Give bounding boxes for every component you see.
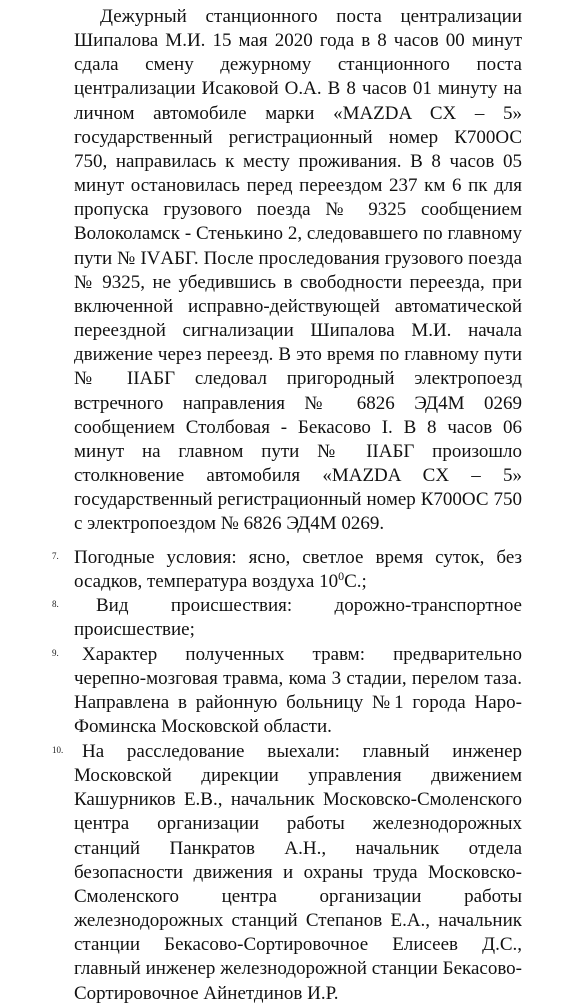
weather-unit-text: С.; — [344, 571, 367, 593]
list-item-weather — [52, 546, 522, 594]
list-item-number: 9. — [52, 648, 59, 658]
list-item-incident-type — [52, 594, 522, 642]
incident-description-paragraph: Дежурный станционного поста централизации Шипалова М.И. 15 мая 2020 года в 8 часов 00 минут сдала смену дежурному станционного поста централизации Исаковой О.А. В 8 часов 01 минуту на личном автомобиле марки «MAZDA CX – 5» государственный регистрационный номер К700ОС 750, направилась к месту проживания. В 8 часов 05 минут остановилась перед переездом 237 км 6 пк для пропуска грузового поезда № 9325 сообщением Волоколамск - Стенькино 2, следовавшего по главному пути № IVАБГ. После проследования грузового поезда № 9325, не убедившись в свободности переезда, при включенной исправно-действующей автоматической переездной сигнализации Шипалова М.И. начала движение через переезд. В это время по главному пути № IIАБГ следовал пригородный электропоезд встречного направления № 6826 ЭД4М 0269 сообщением Столбовая - Бекасово I. В 8 часов 06 минут на главном пути № IIАБГ произошло столкновение автомобиля «MAZDA CX – 5» государственный регистрационный номер К700ОС 750 с электропоездом № 6826 ЭД4М 0269. — [74, 6, 522, 535]
degree-superscript: 0 — [338, 569, 345, 584]
list-item-text: На расследование выехали: главный инженер Московской дирекции управления движением Кашурников Е.В., начальник Московско-Смоленского центра организации работы железнодорожных станций Панкратов А.Н., начальник отдела безопасности движения и охраны труда Московско-Смоленского центра организации работы железнодорожных станций Степанов Е.А., начальник станции Бекасово-Сортировочное Елисеев Д.С., главный инженер железнодорожной станции Бекасово-Сортировочное Айнетдинов И.Р. — [74, 741, 522, 1004]
list-item-number: 7. — [52, 551, 59, 561]
weather-text: Погодные условия: ясно, светлое время суток, без осадков, температура воздуха 10 — [74, 547, 522, 593]
list-item-text — [74, 546, 522, 594]
list-item-text: Вид происшествия: дорожно-транспортное происшествие; — [74, 595, 522, 641]
list-item-number: 8. — [52, 599, 59, 609]
list-item-injuries — [52, 643, 522, 740]
list-item-investigators — [52, 740, 522, 1006]
list-item-number: 10. — [52, 745, 64, 755]
list-item-text: Характер полученных травм: предварительно черепно-мозговая травма, кома 3 стадии, перелом таза. Направлена в районную больницу №1 города Наро-Фоминска Московской области. — [74, 644, 522, 738]
